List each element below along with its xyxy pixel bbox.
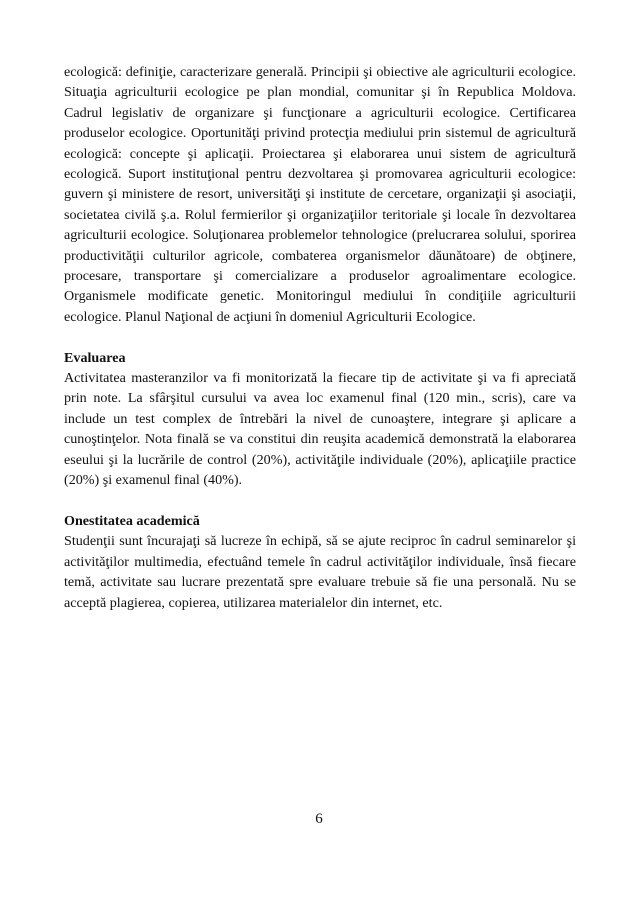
- academic-honesty-section: [64, 511, 576, 613]
- academic-honesty-paragraph: Studenţii sunt încurajaţi să lucreze în echipă, să se ajute reciproc în cadrul seminarelor şi activităţilor multimedia, efectuând temele în cadrul activităţilor individuale, însă fiecare temă, activitate sau lucrare prezentată spre evaluare trebuie să fie una personală. Nu se acceptă plagierea, copierea, utilizarea materialelor din internet, etc.: [64, 533, 576, 611]
- academic-honesty-heading: Onestitatea academică: [64, 512, 200, 529]
- evaluation-section: [64, 348, 576, 491]
- paragraph-spacer: [64, 491, 576, 511]
- paragraph-spacer: [64, 327, 576, 347]
- evaluation-paragraph: Activitatea masteranzilor va fi monitorizată la fiecare tip de activitate şi va fi apreciată prin note. La sfârşitul cursului va avea loc examenul final (120 min., scris), care va include un test complex de întrebări la nivel de cunoaştere, integrare şi aplicare a cunoştinţelor. Nota finală se va constitui din reuşita academică demonstrată la elaborarea eseului şi la lucrările de control (20%), activităţile individuale (20%), aplicaţiile practice (20%) şi examenul final (40%).: [64, 370, 576, 489]
- evaluation-heading: Evaluarea: [64, 349, 126, 366]
- page-number: 6: [315, 811, 323, 827]
- document-page: [64, 62, 576, 613]
- course-content-paragraph: ecologică: definiţie, caracterizare generală. Principii şi obiective ale agriculturii ecologice. Situaţia agriculturii ecologice pe plan mondial, comunitar şi în Republica Moldova. Cadrul legislativ de organizare şi funcţionare a agriculturii ecologice. Certificarea produselor ecologice. Oportunităţi privind protecţia mediului prin sistemul de agricultură ecologică: concepte şi aplicaţii. Proiectarea şi elaborarea unui sistem de agricultură ecologică. Suport instituţional pentru dezvoltarea şi promovarea agriculturii ecologice: guvern şi ministere de resort, universităţi şi institute de cercetare, organizaţii şi asociaţii, societatea civilă ş.a. Rolul fermierilor şi organizaţiilor teritoriale şi locale în dezvoltarea agriculturii ecologice. Soluţionarea problemelor tehnologice (prelucrarea solului, sporirea productivităţii culturilor agricole, combaterea organismelor dăunătoare) de obţinere, procesare, transportare şi comercializare a produselor agroalimentare ecologice. Organismele modificate genetic. Monitoringul mediului în condiţiile agriculturii ecologice. Planul Naţional de acţiuni în domeniul Agriculturii Ecologice.: [64, 64, 576, 325]
